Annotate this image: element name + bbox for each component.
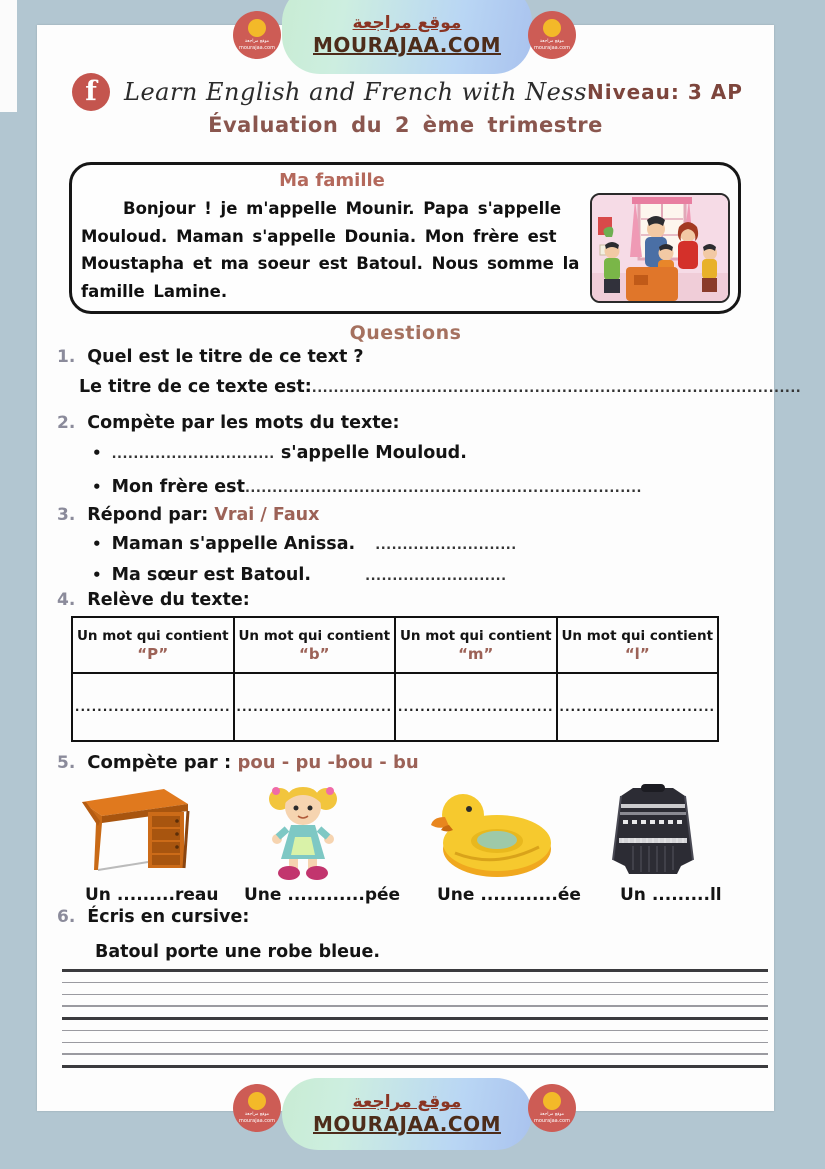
passage-title: Ma famille xyxy=(279,170,385,191)
table-answer-cell: ............................ xyxy=(72,673,234,741)
passage-text xyxy=(81,195,609,305)
table-answer-cell: ............................ xyxy=(557,673,719,741)
question-6-text: Écris en cursive: xyxy=(87,907,250,927)
table-header-cell xyxy=(234,617,396,673)
level-label: Niveau: 3 AP xyxy=(586,80,743,104)
top-banner-arabic-text: موقع مراجعة xyxy=(352,13,462,33)
rule-line xyxy=(62,1065,768,1068)
bureau-label: Un .........reau xyxy=(85,885,219,905)
question-2-bullet-1 xyxy=(92,443,467,463)
releve-table xyxy=(71,616,719,742)
answer-blank-dots: .......................... xyxy=(365,569,507,584)
sweater-image xyxy=(607,782,699,884)
family-illustration xyxy=(590,193,730,303)
question-5 xyxy=(57,752,419,773)
table-answer-cell: ............................ xyxy=(395,673,557,741)
rule-line xyxy=(62,1030,768,1031)
exam-title: Évaluation du 2 ème trimestre xyxy=(208,113,603,137)
question-6-number: 6. xyxy=(57,907,76,927)
header-line: Un mot qui contient xyxy=(561,627,714,644)
reading-passage-box xyxy=(69,162,741,314)
bottom-banner-arabic-text: موقع مراجعة xyxy=(352,1092,462,1112)
question-2-text: Compète par les mots du texte: xyxy=(87,413,400,433)
bottom-watermark-banner xyxy=(282,1078,532,1150)
facebook-page-name: Learn English and French with Ness xyxy=(124,78,587,106)
question-1-number: 1. xyxy=(57,347,76,367)
badge-site-caption: mourajaa.com xyxy=(238,1118,275,1124)
bouee-label: Une ............ée xyxy=(437,885,581,905)
rule-line xyxy=(62,1053,768,1054)
answer-blank-dots: .......................... xyxy=(375,538,517,553)
header-letter-l: “l” xyxy=(624,644,650,663)
question-4-number: 4. xyxy=(57,590,76,610)
question-2-bullet-2 xyxy=(92,477,642,497)
question-2 xyxy=(57,413,400,433)
book-icon xyxy=(248,19,266,37)
poupee-label: Une ............pée xyxy=(244,885,401,905)
bottom-banner-site-text: MOURAJAA.COM xyxy=(313,1112,501,1136)
question-3-bullet-1 xyxy=(92,534,517,554)
header-letter-p: “P” xyxy=(137,644,169,663)
rule-line xyxy=(62,982,768,983)
question-2-number: 2. xyxy=(57,413,76,433)
question-3-bullet-2 xyxy=(92,565,507,585)
desk-image xyxy=(72,782,192,881)
worksheet-page xyxy=(37,25,802,1111)
bullet-icon: • xyxy=(92,566,102,584)
bullet-icon: • xyxy=(92,478,102,496)
answer-prefix: Le titre de ce texte est: xyxy=(79,377,312,397)
passage-line: Bonjour ! je m'appelle Mounir. Papa s'appelle xyxy=(123,199,562,218)
book-icon xyxy=(248,1092,266,1110)
table-header-cell xyxy=(72,617,234,673)
table-answer-cell: ............................ xyxy=(234,673,396,741)
question-1-answer-line xyxy=(79,377,801,397)
question-5-text: Compète par : xyxy=(87,752,232,773)
bullet-text: Maman s'appelle Anissa. xyxy=(111,534,356,554)
header-line: Un mot qui contient xyxy=(76,627,229,644)
top-left-logo-badge xyxy=(233,11,281,59)
questions-heading: Questions xyxy=(349,322,462,344)
question-3 xyxy=(57,505,319,525)
top-right-logo-badge xyxy=(528,11,576,59)
bullet-text: Ma sœur est Batoul. xyxy=(111,565,312,585)
passage-line: Moustapha et ma soeur est Batoul. Nous somme la xyxy=(81,254,580,273)
facebook-icon: f xyxy=(72,73,110,111)
bullet-icon: • xyxy=(92,535,102,553)
top-watermark-banner xyxy=(282,0,532,74)
pull-label: Un .........ll xyxy=(620,885,722,905)
rule-line xyxy=(62,1005,768,1006)
question-5-number: 5. xyxy=(57,753,76,773)
table-header-cell xyxy=(395,617,557,673)
handwriting-lines xyxy=(62,969,768,1078)
question-4 xyxy=(57,590,250,610)
cursive-sentence: Batoul porte une robe bleue. xyxy=(95,942,380,962)
answer-blank-dots: .............................. xyxy=(111,447,275,462)
book-icon xyxy=(543,1092,561,1110)
table-header-cell xyxy=(557,617,719,673)
doll-image xyxy=(263,781,343,887)
badge-arabic-caption: موقع مراجعة xyxy=(244,39,270,44)
header-line: Un mot qui contient xyxy=(399,627,552,644)
bottom-right-logo-badge xyxy=(528,1084,576,1132)
page-header-row xyxy=(72,70,743,114)
header-line: Un mot qui contient xyxy=(238,627,391,644)
question-1 xyxy=(57,347,364,367)
rule-line xyxy=(62,969,768,972)
question-1-text: Quel est le titre de ce text ? xyxy=(87,347,364,367)
table-header-row xyxy=(72,617,718,673)
badge-arabic-caption: موقع مراجعة xyxy=(244,1112,270,1117)
header-letter-m: “m” xyxy=(458,644,494,663)
badge-site-caption: mourajaa.com xyxy=(533,45,570,51)
bullet-text: Mon frère est xyxy=(111,477,245,497)
passage-line: Mouloud. Maman s'appelle Dounia. Mon frère est xyxy=(81,226,557,246)
question-3-number: 3. xyxy=(57,505,76,525)
question-3-text: Répond par: xyxy=(87,505,209,525)
passage-line: famille Lamine. xyxy=(81,281,228,301)
question-4-text: Relève du texte: xyxy=(87,590,250,610)
answer-blank-dots: ......................................................................... xyxy=(244,481,642,496)
badge-site-caption: mourajaa.com xyxy=(533,1118,570,1124)
scan-corner-strip xyxy=(0,0,17,112)
vrai-faux-options: Vrai / Faux xyxy=(214,505,320,525)
badge-arabic-caption: موقع مراجعة xyxy=(539,39,565,44)
rule-line xyxy=(62,1042,768,1043)
question-6 xyxy=(57,907,249,927)
duck-float-image xyxy=(425,791,555,883)
syllable-options: pou - pu -bou - bu xyxy=(237,752,419,773)
badge-arabic-caption: موقع مراجعة xyxy=(539,1112,565,1117)
badge-site-caption: mourajaa.com xyxy=(238,45,275,51)
table-answer-row xyxy=(72,673,718,741)
rule-line xyxy=(62,1017,768,1020)
rule-line xyxy=(62,994,768,995)
header-letter-b: “b” xyxy=(299,644,330,663)
top-banner-site-text: MOURAJAA.COM xyxy=(313,33,501,57)
bullet-icon: • xyxy=(92,444,102,462)
book-icon xyxy=(543,19,561,37)
bottom-left-logo-badge xyxy=(233,1084,281,1132)
bullet-text: s'appelle Mouloud. xyxy=(274,443,467,463)
answer-blank-dots: .......................................................................................... xyxy=(311,381,802,396)
